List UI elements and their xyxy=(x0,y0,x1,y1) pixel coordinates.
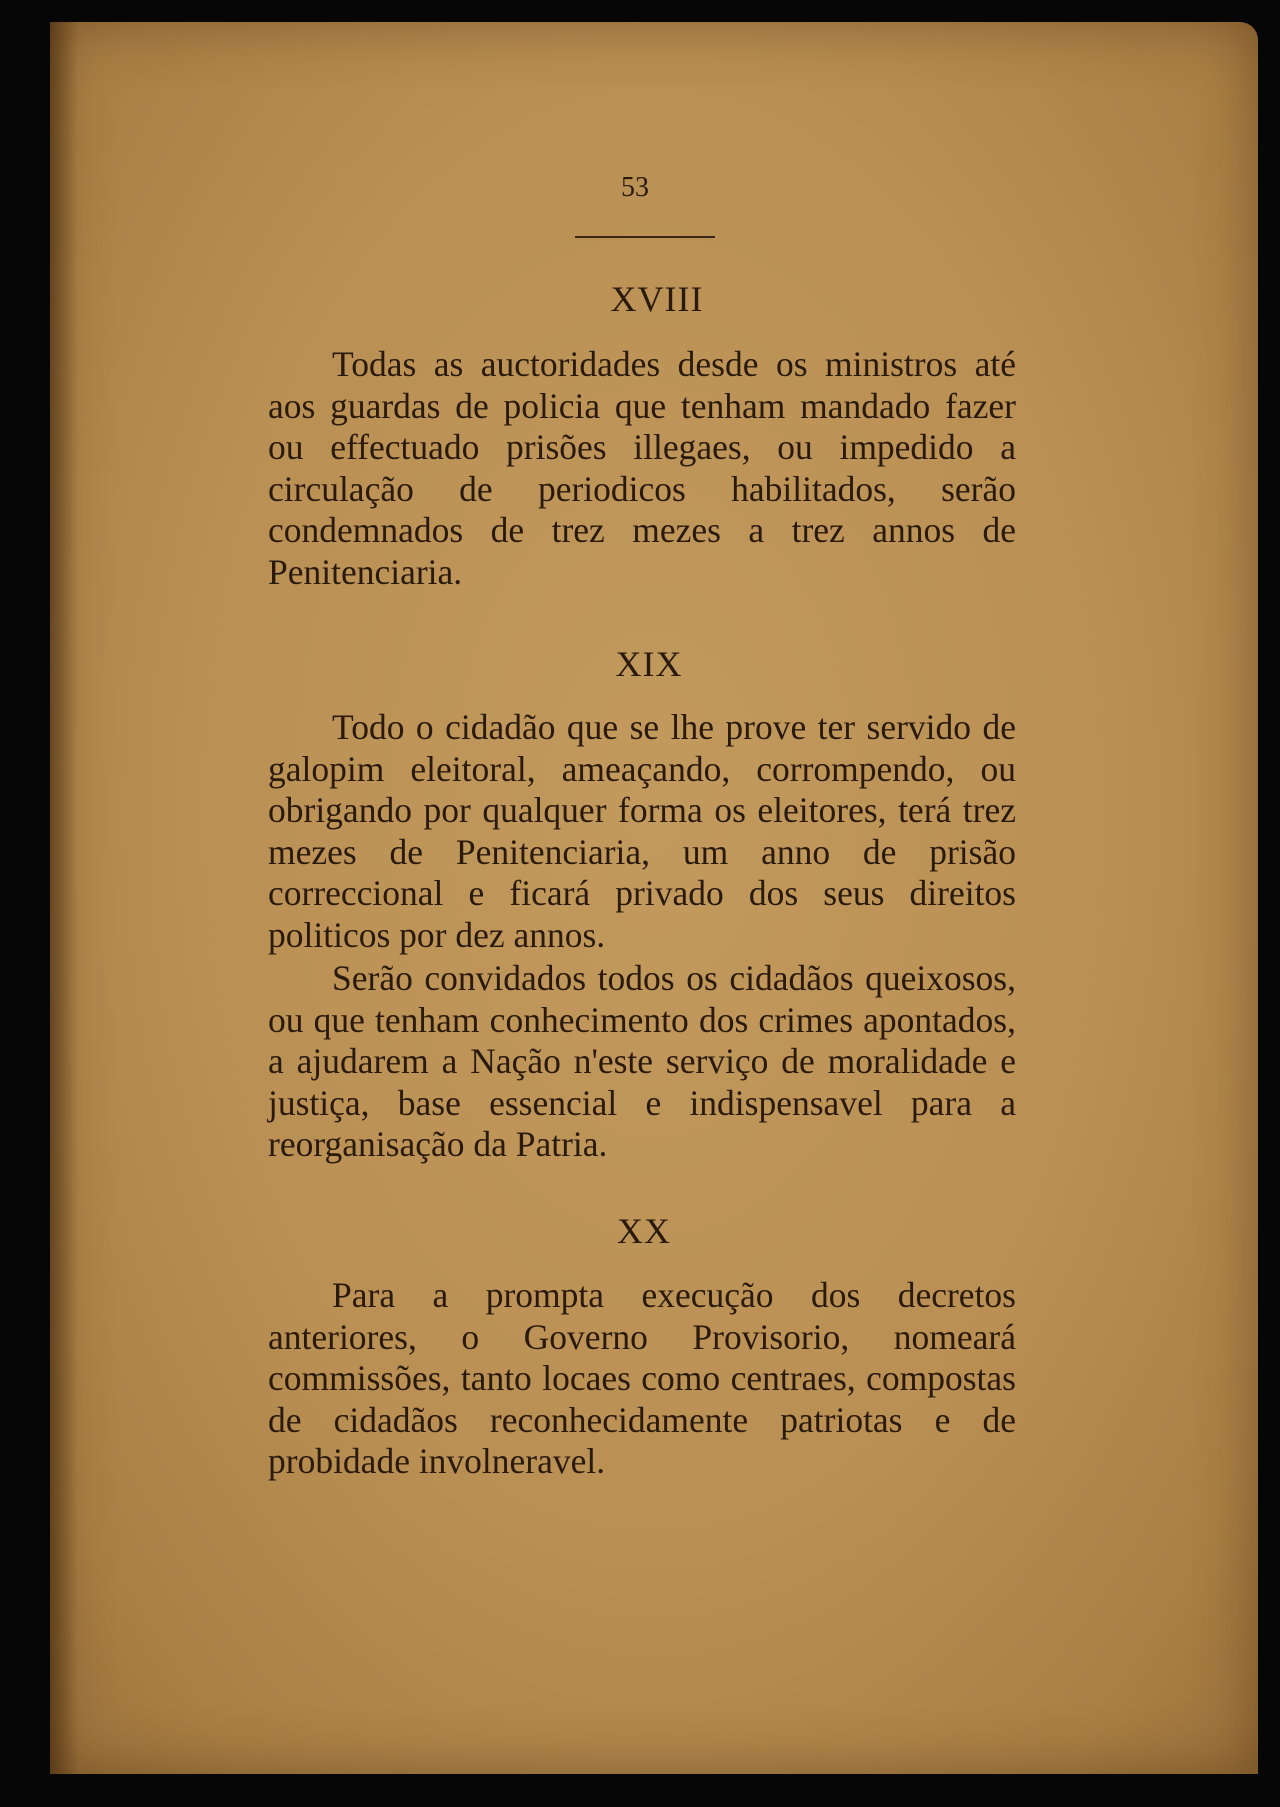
section-heading-xx: XX xyxy=(617,1211,671,1251)
section-xviii-paragraph: Todas as auctoridades desde os ministros até aos guardas de policia que tenham mandado fazer ou effectuado prisões illegaes, ou impedido a circulação de periodicos habilitados, serão condemnados de trez mezes a trez annos de Penitenciaria. xyxy=(268,344,1016,592)
section-heading-xviii: XVIII xyxy=(610,279,704,319)
section-xix-paragraph-2: Serão convidados todos os cidadãos queixosos, ou que tenham conhecimento dos crimes apontados, a ajudarem a Nação n'este serviço de moralidade e justiça, base essencial e indispensavel para a reorganisação da Patria. xyxy=(268,958,1016,1164)
page-number-rule xyxy=(575,236,715,238)
section-xx-paragraph: Para a prompta execução dos decretos anteriores, o Governo Provisorio, nomeará commissões, tanto locaes como centraes, compostas de cidadãos reconhecidamente patriotas e de probidade involneravel. xyxy=(268,1275,1016,1481)
section-xix-paragraph-1: Todo o cidadão que se lhe prove ter servido de galopim eleitoral, ameaçando, corrompendo, ou obrigando por qualquer forma os eleitores, terá trez mezes de Penitenciaria, um anno de prisão correccional e ficará privado dos seus direitos politicos por dez annos. xyxy=(268,707,1016,955)
page-gutter-shadow xyxy=(50,22,78,1774)
section-heading-xix: XIX xyxy=(615,644,683,684)
page-number: 53 xyxy=(621,172,649,203)
